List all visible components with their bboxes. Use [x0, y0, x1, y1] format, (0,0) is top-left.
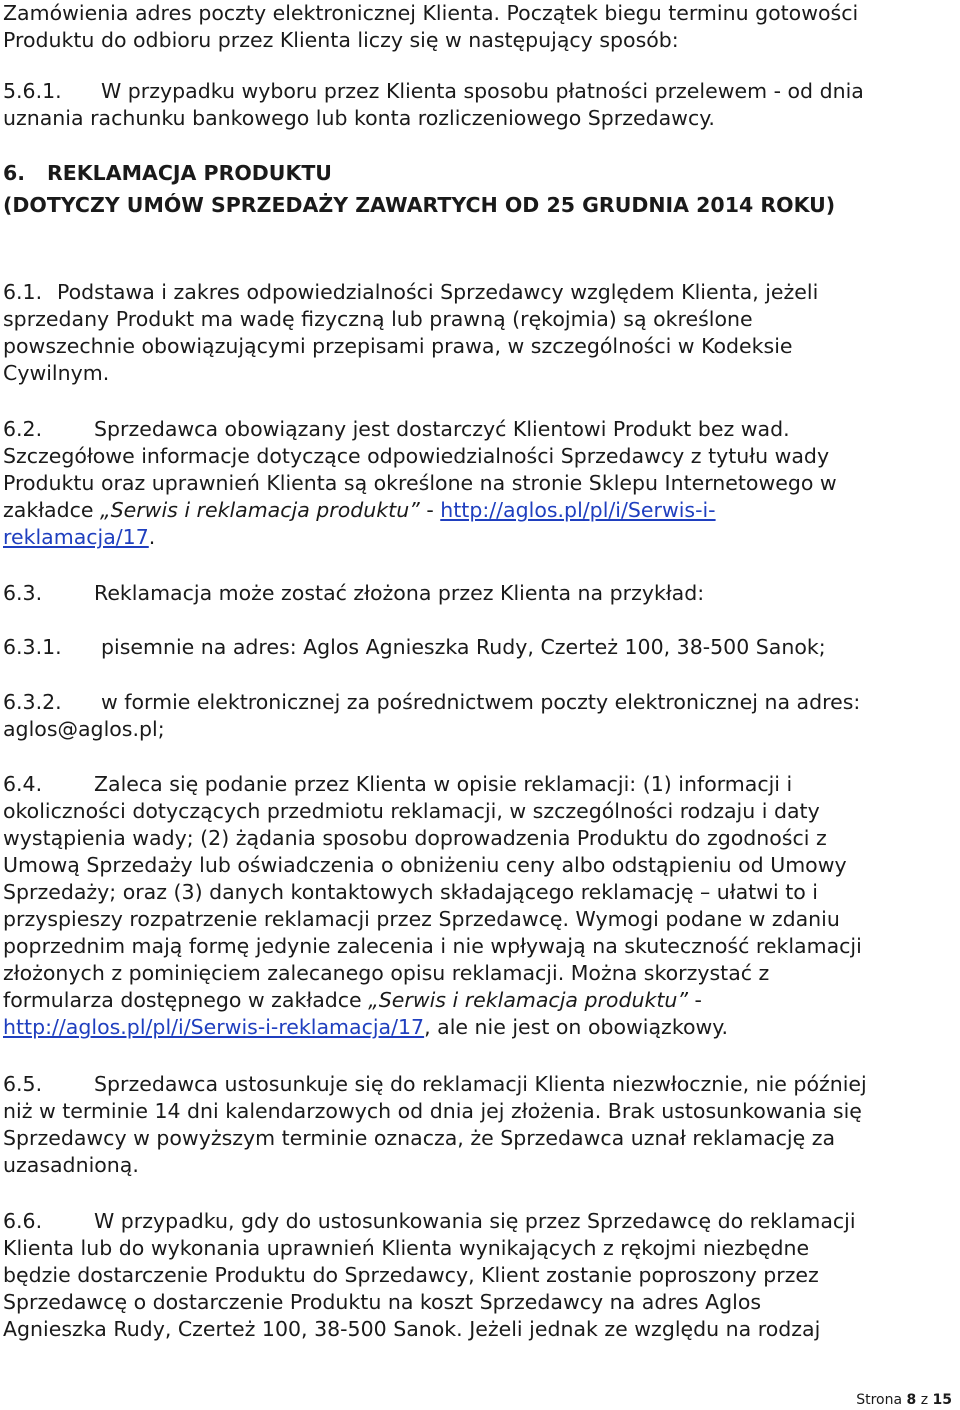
paragraph-line: sprzedany Produkt ma wadę fizyczną lub prawną (rękojmia) są określone: [3, 307, 753, 331]
paragraph-number: 6.6.: [3, 1209, 43, 1233]
paragraph-line: [3, 987, 955, 1014]
paragraph-number: 6.3.2.: [3, 690, 62, 714]
paragraph-line: w formie elektronicznej za pośrednictwem poczty elektronicznej na adres:: [101, 690, 861, 714]
section-5-6-1-line-1: W przypadku wyboru przez Klienta sposobu płatności przelewem - od dnia: [101, 79, 864, 103]
paragraph-6-3-1: [3, 634, 955, 661]
heading-subtitle: (DOTYCZY UMÓW SPRZEDAŻY ZAWARTYCH OD 25 GRUDNIA 2014 ROKU): [3, 193, 836, 217]
serwis-link-part-1[interactable]: http://aglos.pl/pl/i/Serwis-i-: [440, 498, 716, 522]
paragraph-number: 6.2.: [3, 417, 43, 441]
intro-line-2: Produktu do odbioru przez Klienta liczy się w następujący sposób:: [3, 28, 679, 52]
paragraph-line: złożonych z pominięciem zalecanego opisu reklamacji. Można skorzystać z: [3, 961, 770, 985]
paragraph-number: 6.3.: [3, 581, 43, 605]
paragraph-line: aglos@aglos.pl;: [3, 717, 165, 741]
paragraph-6-2: [3, 416, 955, 551]
current-page: 8: [906, 1392, 917, 1408]
paragraph-number: 6.1.: [3, 280, 43, 304]
serwis-link-part-2[interactable]: reklamacja/17: [3, 525, 149, 549]
serwis-link[interactable]: http://aglos.pl/pl/i/Serwis-i-reklamacja/17: [3, 1015, 425, 1039]
paragraph-6-5: [3, 1071, 955, 1179]
paragraph-line: Agnieszka Rudy, Czerteż 100, 38-500 Sanok. Jeżeli jednak ze względu na rodzaj: [3, 1317, 821, 1341]
text: -: [687, 988, 702, 1012]
paragraph-line: poprzednim mają formę jedynie zalecenia i nie wpływają na skuteczność reklamacji: [3, 934, 862, 958]
paragraph-6-3: [3, 580, 955, 607]
text: -: [419, 498, 441, 522]
paragraph-line: powszechnie obowiązującymi przepisami prawa, w szczególności w Kodeksie: [3, 334, 793, 358]
intro-line-1: Zamówienia adres poczty elektronicznej Klienta. Początek biegu terminu gotowości: [3, 1, 859, 25]
paragraph-line: [3, 1014, 955, 1041]
page-number-footer: [856, 1392, 952, 1408]
text: .: [148, 525, 156, 549]
paragraph-6-6: [3, 1208, 955, 1343]
paragraph-line: przyspieszy rozpatrzenie reklamacji przez Sprzedawcę. Wymogi podane w zdaniu: [3, 907, 840, 931]
paragraph-line: Zaleca się podanie przez Klienta w opisie reklamacji: (1) informacji i: [94, 772, 793, 796]
paragraph-line: Sprzedawcę o dostarczenie Produktu na koszt Sprzedawcy na adres Aglos: [3, 1290, 762, 1314]
intro-paragraph: [3, 0, 955, 54]
paragraph-line: [3, 497, 955, 524]
heading-number: 6.: [3, 161, 26, 185]
tab-name-italic: „Serwis i reklamacja produktu”: [100, 498, 420, 522]
paragraph-line: Reklamacja może zostać złożona przez Klienta na przykład:: [94, 581, 705, 605]
paragraph-line: Sprzedawca obowiązany jest dostarczyć Klientowi Produkt bez wad.: [94, 417, 790, 441]
paragraph-line: W przypadku, gdy do ustosunkowania się przez Sprzedawcę do reklamacji: [94, 1209, 856, 1233]
paragraph-line: wystąpienia wady; (2) żądania sposobu doprowadzenia Produktu do zgodności z: [3, 826, 827, 850]
paragraph-line: Produktu oraz uprawnień Klienta są określone na stronie Sklepu Internetowego w: [3, 471, 837, 495]
heading-title: REKLAMACJA PRODUKTU: [47, 161, 332, 185]
section-6-heading: [3, 160, 955, 187]
paragraph-line: Cywilnym.: [3, 361, 110, 385]
section-5-6-1: [3, 78, 955, 132]
paragraph-6-4: [3, 771, 955, 1041]
paragraph-number: 6.3.1.: [3, 635, 62, 659]
tab-name-italic: „Serwis i reklamacja produktu”: [368, 988, 688, 1012]
paragraph-line: niż w terminie 14 dni kalendarzowych od dnia jej złożenia. Brak ustosunkowania się: [3, 1099, 862, 1123]
paragraph-line: Sprzedawca ustosunkuje się do reklamacji Klienta niezwłocznie, nie później: [94, 1072, 867, 1096]
paragraph-number: 6.5.: [3, 1072, 43, 1096]
paragraph-line: [3, 524, 955, 551]
paragraph-line: Sprzedaży; oraz (3) danych kontaktowych składającego reklamację – ułatwi to i: [3, 880, 818, 904]
paragraph-6-3-2: [3, 689, 955, 743]
section-number: 5.6.1.: [3, 79, 62, 103]
text: zakładce: [3, 498, 100, 522]
paragraph-line: będzie dostarczenie Produktu do Sprzedawcy, Klient zostanie poproszony przez: [3, 1263, 819, 1287]
paragraph-number: 6.4.: [3, 772, 43, 796]
paragraph-6-1: [3, 279, 955, 387]
paragraph-line: Umową Sprzedaży lub oświadczenia o obniżeniu ceny albo odstąpieniu od Umowy: [3, 853, 847, 877]
paragraph-line: Klienta lub do wykonania uprawnień Klienta wynikających z rękojmi niezbędne: [3, 1236, 810, 1260]
section-6-subheading: [3, 192, 955, 219]
paragraph-line: Sprzedawcy w powyższym terminie oznacza, że Sprzedawca uznał reklamację za: [3, 1126, 836, 1150]
section-5-6-1-line-2: uznania rachunku bankowego lub konta rozliczeniowego Sprzedawcy.: [3, 106, 715, 130]
paragraph-line: uzasadnioną.: [3, 1153, 139, 1177]
paragraph-line: Podstawa i zakres odpowiedzialności Sprzedawcy względem Klienta, jeżeli: [57, 280, 819, 304]
paragraph-line: okoliczności dotyczących przedmiotu reklamacji, w szczególności rodzaju i daty: [3, 799, 820, 823]
text: formularza dostępnego w zakładce: [3, 988, 369, 1012]
paragraph-line: Szczegółowe informacje dotyczące odpowiedzialności Sprzedawcy z tytułu wady: [3, 444, 830, 468]
page-separator: z: [920, 1392, 929, 1408]
text: , ale nie jest on obowiązkowy.: [424, 1015, 728, 1039]
page-label: Strona: [856, 1392, 903, 1408]
total-pages: 15: [932, 1392, 952, 1408]
paragraph-line: pisemnie na adres: Aglos Agnieszka Rudy, Czerteż 100, 38-500 Sanok;: [101, 635, 826, 659]
